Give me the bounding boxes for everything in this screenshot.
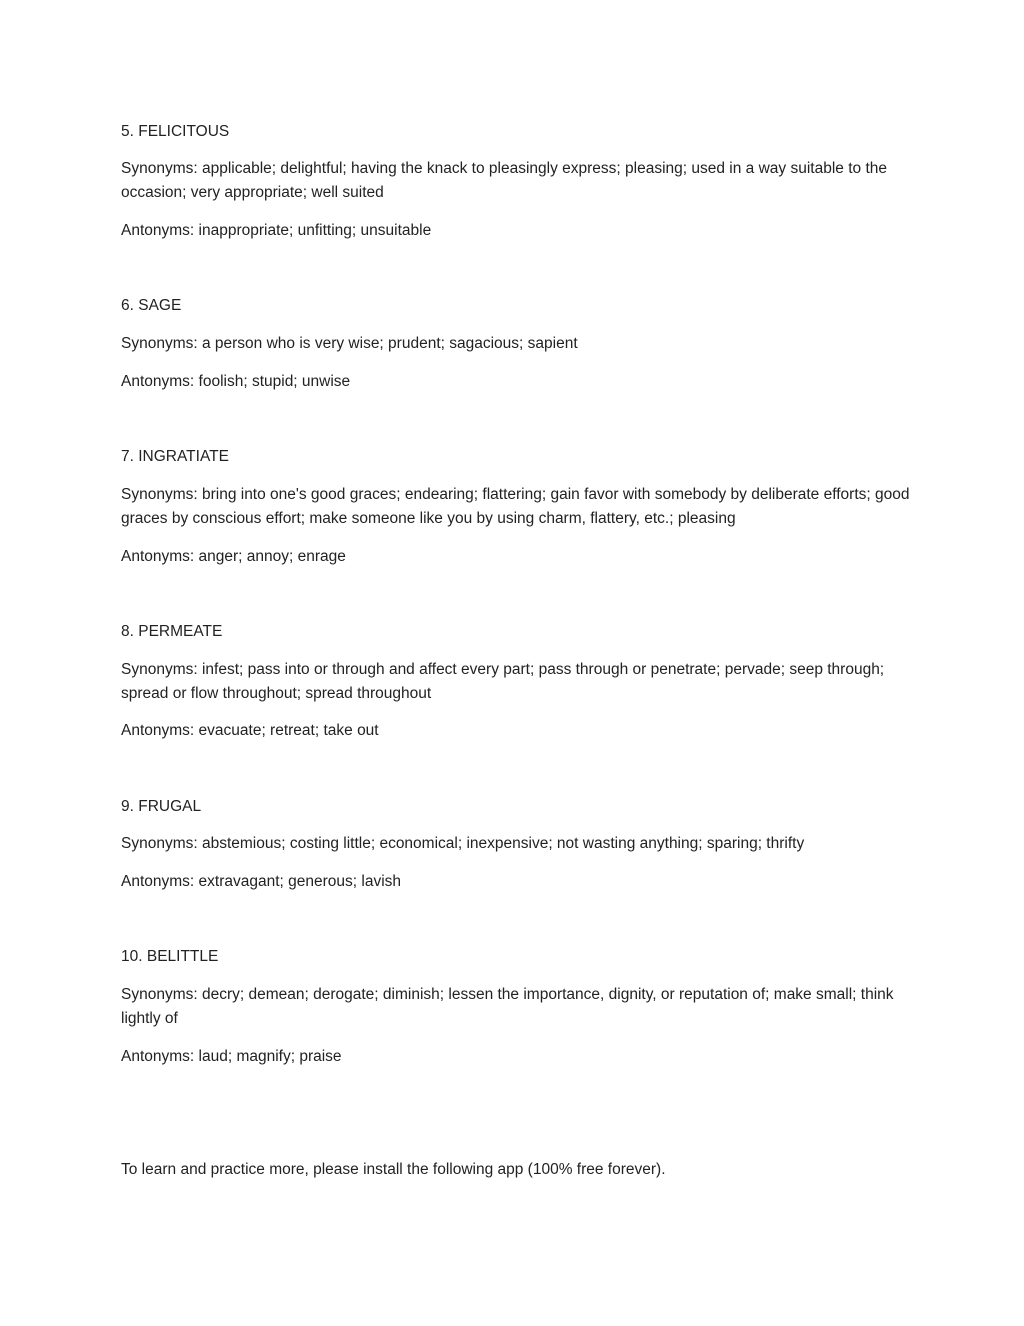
entry-title: 6. SAGE [121, 297, 182, 314]
entry-synonyms: Synonyms: abstemious; costing little; economical; inexpensive; not wasting anything; sparing; thrifty [121, 835, 805, 852]
entry-antonyms: Antonyms: anger; annoy; enrage [121, 548, 346, 565]
entry-antonyms: Antonyms: laud; magnify; praise [121, 1048, 342, 1065]
entry-synonyms: Synonyms: a person who is very wise; prudent; sagacious; sapient [121, 335, 578, 352]
entry-synonyms: Synonyms: bring into one's good graces; endearing; flattering; gain favor with somebody by deliberate efforts; good graces by conscious effort; make someone like you by using charm, flattery, etc.; pleasing [121, 486, 910, 527]
entry-antonyms: Antonyms: inappropriate; unfitting; unsuitable [121, 222, 432, 239]
entry-antonyms: Antonyms: foolish; stupid; unwise [121, 373, 351, 390]
entry-title: 7. INGRATIATE [121, 448, 229, 465]
entry-title: 10. BELITTLE [121, 948, 219, 965]
footer-note: To learn and practice more, please install the following app (100% free forever). [121, 1161, 666, 1178]
entry-title: 5. FELICITOUS [121, 123, 230, 140]
entry-antonyms: Antonyms: evacuate; retreat; take out [121, 722, 379, 739]
entry-synonyms: Synonyms: applicable; delightful; having the knack to pleasingly express; pleasing; used in a way suitable to the occasion; very appropriate; well suited [121, 160, 887, 201]
entry-antonyms: Antonyms: extravagant; generous; lavish [121, 873, 402, 890]
entry-synonyms: Synonyms: infest; pass into or through and affect every part; pass through or penetrate; pervade; seep through; spread or flow throughout; spread throughout [121, 661, 885, 702]
entry-title: 8. PERMEATE [121, 623, 223, 640]
entry-synonyms: Synonyms: decry; demean; derogate; diminish; lessen the importance, dignity, or reputation of; make small; think lightly of [121, 986, 894, 1027]
entry-title: 9. FRUGAL [121, 798, 202, 815]
